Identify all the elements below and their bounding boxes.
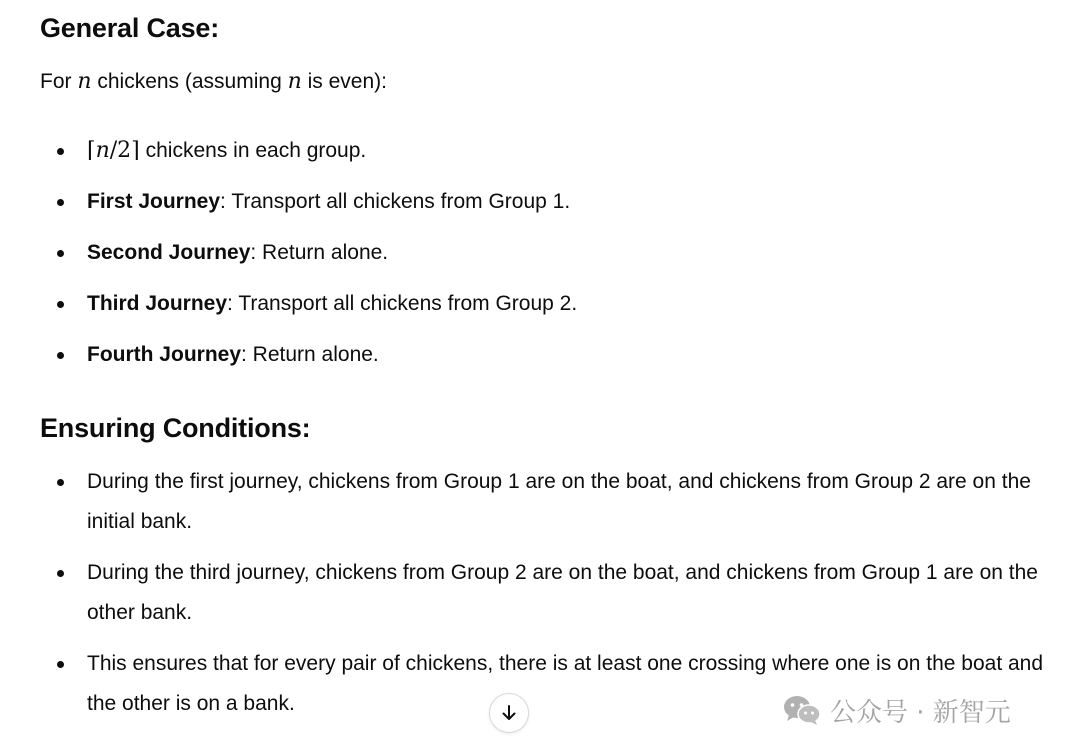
list-item: [40, 233, 1060, 284]
section-heading-general-case: General Case:: [40, 13, 219, 43]
general-case-list: [40, 131, 1060, 386]
arrow-down-icon: [499, 703, 519, 723]
math-variable-n: n: [95, 138, 110, 163]
list-item-text: This ensures that for every pair of chickens, there is at least one crossing where one is on the boat and the other is on a bank.: [87, 652, 1044, 715]
list-item-text: During the third journey, chickens from Group 2 are on the boat, and chickens from Group 1 are on the other bank.: [87, 561, 1038, 624]
scroll-to-bottom-button[interactable]: [489, 693, 529, 733]
watermark: [782, 690, 1011, 730]
bullet-icon: [57, 661, 64, 668]
list-item: [40, 131, 1060, 182]
intro-suffix: is even):: [301, 70, 387, 93]
list-item-text: : Return alone.: [250, 241, 389, 264]
bullet-icon: [57, 352, 64, 359]
math-ceil-close: ⌉: [131, 138, 140, 163]
intro-middle: chickens (assuming: [91, 70, 288, 93]
bullet-icon: [57, 250, 64, 257]
bullet-icon: [57, 199, 64, 206]
list-item: [40, 182, 1060, 233]
list-item-bold: Fourth Journey: [87, 343, 242, 366]
math-divisor: /2: [109, 138, 132, 163]
list-item: [40, 462, 1060, 542]
list-item: [40, 553, 1060, 633]
list-item-bold: Second Journey: [87, 241, 251, 264]
list-item: [40, 284, 1060, 335]
bullet-icon: [57, 570, 64, 577]
intro-paragraph: [40, 64, 387, 100]
list-item-text: : Transport all chickens from Group 1.: [220, 190, 571, 213]
bullet-icon: [57, 148, 64, 155]
watermark-text: 公众号 · 新智元: [830, 697, 1011, 728]
bullet-icon: [57, 301, 64, 308]
list-item-bold: First Journey: [87, 190, 221, 213]
math-ceil-open: ⌈: [87, 138, 96, 163]
section-heading-ensuring-conditions: Ensuring Conditions:: [40, 413, 311, 443]
math-variable-n: n: [77, 69, 92, 94]
list-item-text: chickens in each group.: [139, 139, 367, 162]
intro-prefix: For: [40, 70, 78, 93]
math-variable-n: n: [287, 69, 302, 94]
list-item-text: : Transport all chickens from Group 2.: [227, 292, 578, 315]
bullet-icon: [57, 479, 64, 486]
list-item-text: : Return alone.: [241, 343, 379, 366]
list-item: [40, 335, 1060, 386]
list-item-bold: Third Journey: [87, 292, 228, 315]
list-item-text: During the first journey, chickens from Group 1 are on the boat, and chickens from Group 2 are on the initial bank.: [87, 470, 1031, 533]
wechat-icon: [782, 693, 822, 727]
